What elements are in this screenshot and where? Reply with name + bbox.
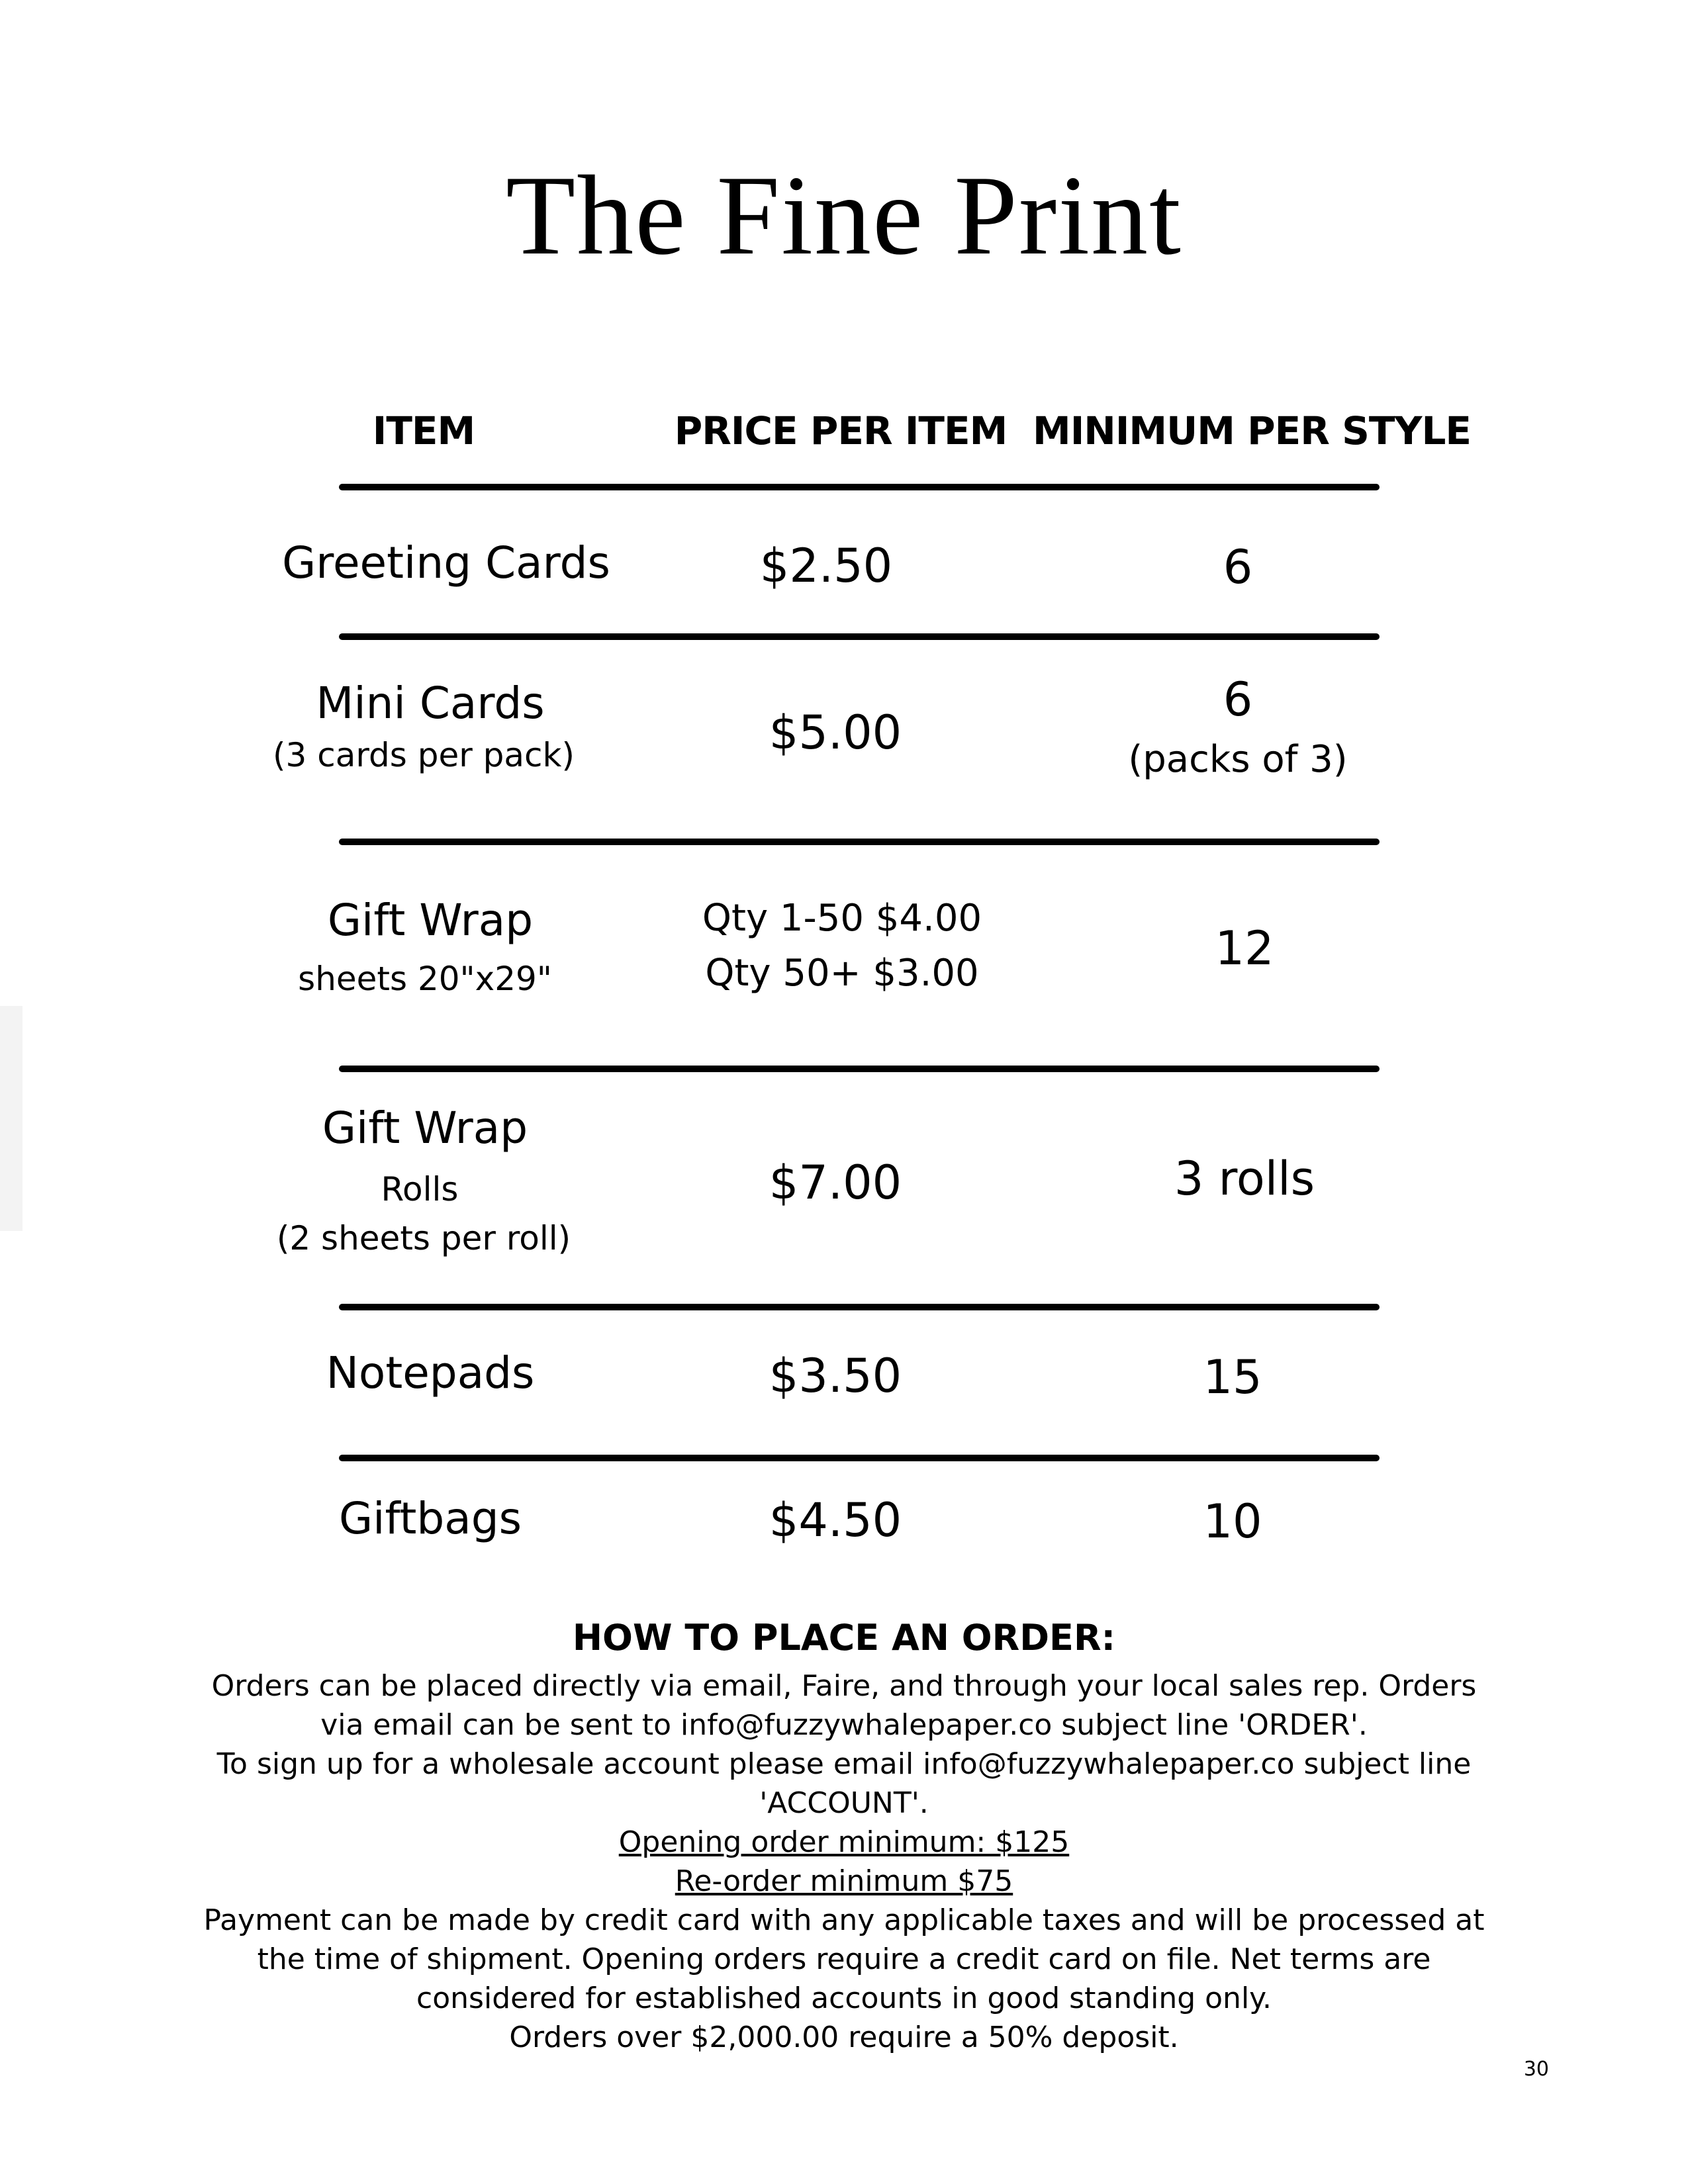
row-item-note: (3 cards per pack) <box>273 736 575 774</box>
divider-rule <box>339 1304 1380 1310</box>
page-edge-tab <box>0 1006 23 1231</box>
divider-rule <box>339 484 1380 490</box>
row-minimum: 3 rolls <box>1174 1152 1315 1206</box>
row-item-note: (2 sheets per roll) <box>276 1219 571 1257</box>
header-price: PRICE PER ITEM <box>674 408 1008 453</box>
header-minimum: MINIMUM PER STYLE <box>1033 408 1472 453</box>
row-price-tier: Qty 1-50 $4.00 <box>702 897 982 940</box>
order-heading: HOW TO PLACE AN ORDER: <box>572 1617 1116 1659</box>
order-paragraph: Orders over $2,000.00 require a 50% deposit. <box>509 2021 1179 2054</box>
row-price-tier: Qty 50+ $3.00 <box>705 952 979 995</box>
order-info <box>199 1666 1489 2057</box>
reorder-minimum: Re-order minimum $75 <box>675 1864 1013 1898</box>
divider-rule <box>339 633 1380 640</box>
page-title: The Fine Print <box>506 153 1182 279</box>
row-minimum: 15 <box>1203 1350 1262 1404</box>
row-item: Giftbags <box>338 1493 522 1544</box>
row-item-note: sheets 20"x29" <box>298 960 552 998</box>
row-price: $7.00 <box>769 1156 902 1210</box>
order-paragraph: Orders can be placed directly via email, Faire, and through your local sales rep. Orders via email can be sent to info@fuzzywhalepaper.co subject line 'ORDER'. <box>211 1669 1477 1742</box>
order-paragraph: To sign up for a wholesale account please email info@fuzzywhalepaper.co subject line 'ACCOUNT'. <box>216 1747 1472 1820</box>
page-number: 30 <box>1523 2058 1549 2081</box>
row-item: Gift Wrap <box>322 1103 528 1154</box>
row-minimum-note: (packs of 3) <box>1128 738 1348 781</box>
order-paragraph: Payment can be made by credit card with any applicable taxes and will be processed at the time of shipment. Opening orders require a credit card on file. Net terms are considered for established accounts in good standing only. <box>203 1903 1485 2015</box>
row-minimum: 6 <box>1223 672 1253 727</box>
divider-rule <box>339 1455 1380 1461</box>
row-price: $2.50 <box>759 539 893 593</box>
row-item-note: Rolls <box>381 1170 459 1208</box>
row-price: $4.50 <box>769 1493 902 1547</box>
row-minimum: 10 <box>1203 1494 1262 1549</box>
row-price: $3.50 <box>769 1349 902 1403</box>
header-item: ITEM <box>372 408 475 453</box>
row-item: Notepads <box>326 1347 535 1398</box>
divider-rule <box>339 839 1380 845</box>
row-price: $5.00 <box>769 705 902 760</box>
row-minimum: 6 <box>1223 540 1253 594</box>
row-item: Gift Wrap <box>327 895 534 946</box>
row-item: Greeting Cards <box>282 537 610 588</box>
row-minimum: 12 <box>1215 921 1274 976</box>
row-item: Mini Cards <box>316 678 545 729</box>
opening-order-minimum: Opening order minimum: $125 <box>618 1825 1070 1859</box>
divider-rule <box>339 1066 1380 1072</box>
